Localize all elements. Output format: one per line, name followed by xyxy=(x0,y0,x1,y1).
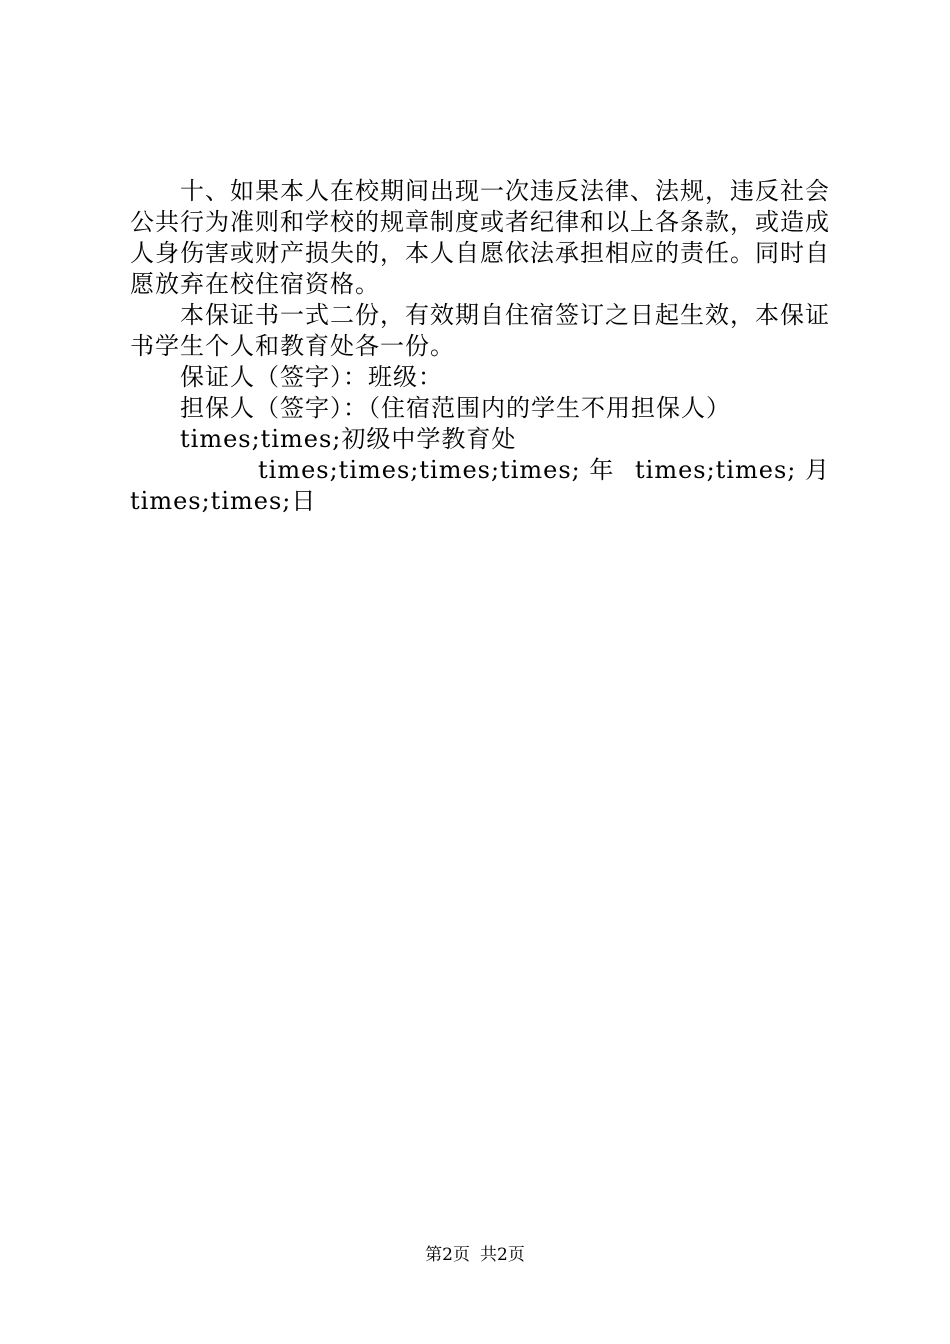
date-day-part: times;times;日 xyxy=(130,487,317,515)
date-year-part: times;times;times;times; 年 xyxy=(258,456,615,484)
date-month-part: times;times; 月 xyxy=(635,456,830,484)
page-number-total: 共2页 xyxy=(480,1245,525,1265)
date-line xyxy=(130,455,830,486)
page-footer xyxy=(0,1244,950,1266)
validity-paragraph: 本保证书一式二份，有效期自住宿签订之日起生效，本保证书学生个人和教育处各一份。 xyxy=(130,301,830,360)
clause-ten-paragraph: 十、如果本人在校期间出现一次违反法律、法规，违反社会公共行为准则和学校的规章制度或者纪律和以上各条款，或造成人身伤害或财产损失的，本人自愿依法承担相应的责任。同时自愿放弃在校住宿资格。 xyxy=(130,177,830,298)
issuer-line: times;times;初级中学教育处 xyxy=(180,425,517,453)
guarantor-signature-line: 保证人（签字）：班级： xyxy=(180,363,443,391)
sponsor-signature-line: 担保人（签字）：（住宿范围内的学生不用担保人） xyxy=(180,394,731,422)
document-body xyxy=(130,176,830,517)
page-number-current: 第2页 xyxy=(425,1245,470,1265)
